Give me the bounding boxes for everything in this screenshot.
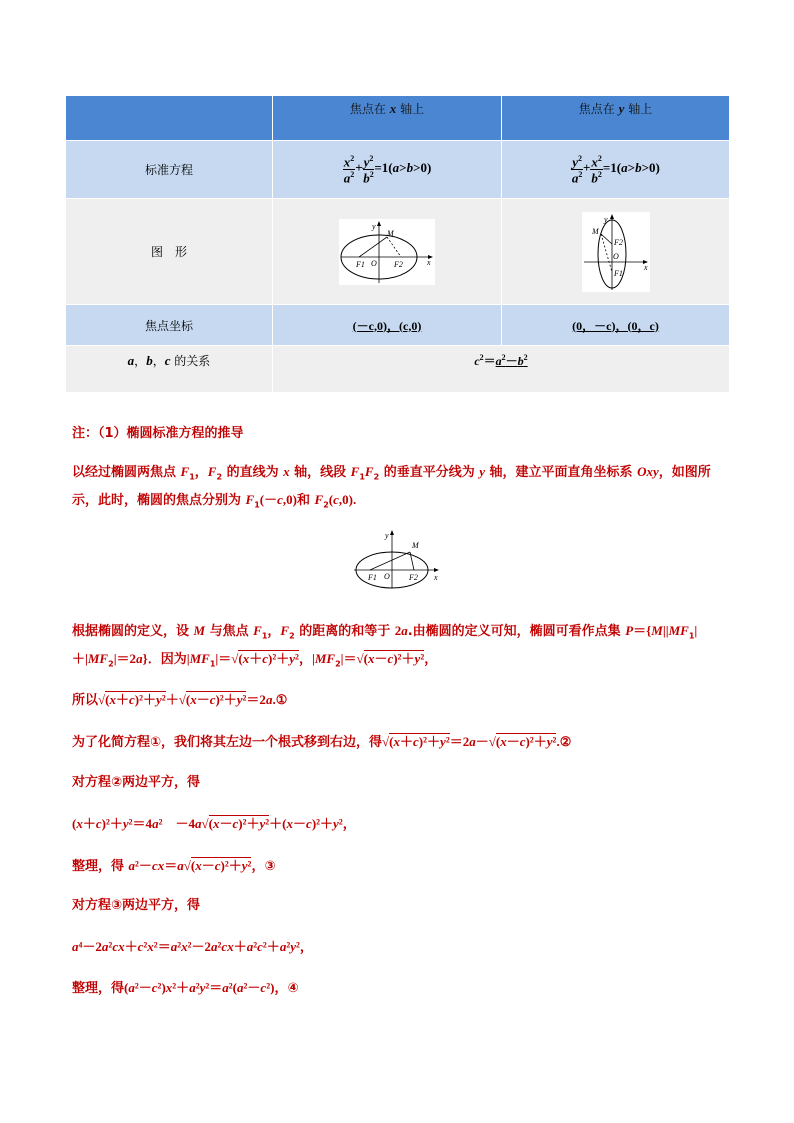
ellipse-properties-table [65,95,730,393]
fig2-y-label: y [603,214,608,224]
foci-y [502,305,730,346]
paragraph-setup: 以经过椭圆两焦点 $F_1$，$F_2$ 的直线为 x 轴，线段 $F_1F_2$ 的垂直平分线为 y 轴，建立平面直角坐标系 Oxy，如图所示，此时，椭圆的焦点分别为 $F_1(-c,0)$和 $F_2(c,0)$. [72,464,711,510]
step-square-2: 对方程②两边平方，得 [72,775,201,790]
derivation-ellipse-figure [352,528,442,590]
fig3-o-label: O [384,572,390,581]
equation-squared: (x＋c)²＋y²＝4a² －4a√(x－c)²＋y²＋(x－c)²＋y²， [72,816,356,832]
fig2-f2-label: F2 [613,237,623,247]
header-x-axis-foci: 焦点在 x 轴上 [273,96,502,141]
table-row-equation [66,141,730,199]
fig1-y-label: y [372,221,376,231]
fig3-y-label: y [385,531,389,540]
equation-x-foci: $\frac{x^2}{a^2}$ + $\frac{y^2}{b^2}$ =1(a>b>0) [273,141,502,199]
table-header-row [66,96,730,141]
ellipse-vertical-figure [582,212,650,292]
fig3-m-label: M [412,541,419,550]
relation-value: $c^2=a^2-b^2$ [273,346,730,393]
header-y-axis-foci: 焦点在 y 轴上 [502,96,730,141]
equation-3: 整理，得 a²－cx＝a√(x－c)²＋y²，③ [72,858,276,874]
fig1-x-label: x [427,257,431,267]
figure-x-foci-cell [273,199,502,305]
fig1-f1-label: F1 [356,259,365,269]
equation-y-foci: $\frac{y^2}{a^2}$ + $\frac{x^2}{b^2}$ =1(a>b>0) [502,141,730,199]
row-label-foci: 焦点坐标 [66,305,273,346]
row-label-equation: 标准方程 [66,141,273,199]
table-row-figure [66,199,730,305]
fig1-m-label: M [387,228,394,238]
equation-2: 为了化简方程①，我们将其左边一个根式移到右边，得√(x＋c)²＋y²＝2a－√(x－c)²＋y².② [72,734,572,750]
ellipse-horizontal-figure [339,219,435,285]
note-title: 注：（1）椭圆标准方程的推导 [72,426,244,441]
row-label-figure: 图 形 [66,199,273,305]
fig2-x-label: x [643,262,648,272]
fig1-f2-label: F2 [394,259,403,269]
paragraph-definition: 根据椭圆的定义，设 M 与焦点 $F_1$，$F_2$ 的距离的和等于 2a.由椭圆的定义可知，椭圆可看作点集 $P=\{M||MF_1|+|MF_2|=2a\}$．因为$|MF_1|=√(x+c)^2+y^2$，$|MF_2|=√(x-c)^2+y^2$， [72,623,698,669]
table-row-relation [66,346,730,393]
fig3-f1-label: F1 [368,573,377,582]
row-label-relation: a，b，c 的关系 [66,346,273,393]
foci-x [273,305,502,346]
equation-4: 整理，得(a²－c²)x²＋a²y²＝a²(a²－c²)，④ [72,980,299,996]
fig3-f2-label: F2 [409,573,418,582]
fig2-o-label: O [612,251,619,261]
fig2-f1-label: F1 [613,268,623,278]
foci-y-value: (0，－c)，(0，c) [572,318,659,333]
header-empty-cell [66,96,273,141]
equation-expanded: a⁴－2a²cx＋c²x²＝a²x²－2a²cx＋a²c²＋a²y²， [72,939,313,955]
figure-y-foci-cell [502,199,730,305]
equation-1: 所以√(x＋c)²＋y²＋√(x－c)²＋y²＝2a.① [72,692,288,708]
foci-x-value: (－c,0)，(c,0) [352,318,422,333]
step-square-3: 对方程③两边平方，得 [72,898,201,913]
fig1-o-label: O [371,258,377,268]
table-row-foci [66,305,730,346]
fig2-m-label: M [591,226,599,236]
fig3-x-label: x [434,573,438,582]
